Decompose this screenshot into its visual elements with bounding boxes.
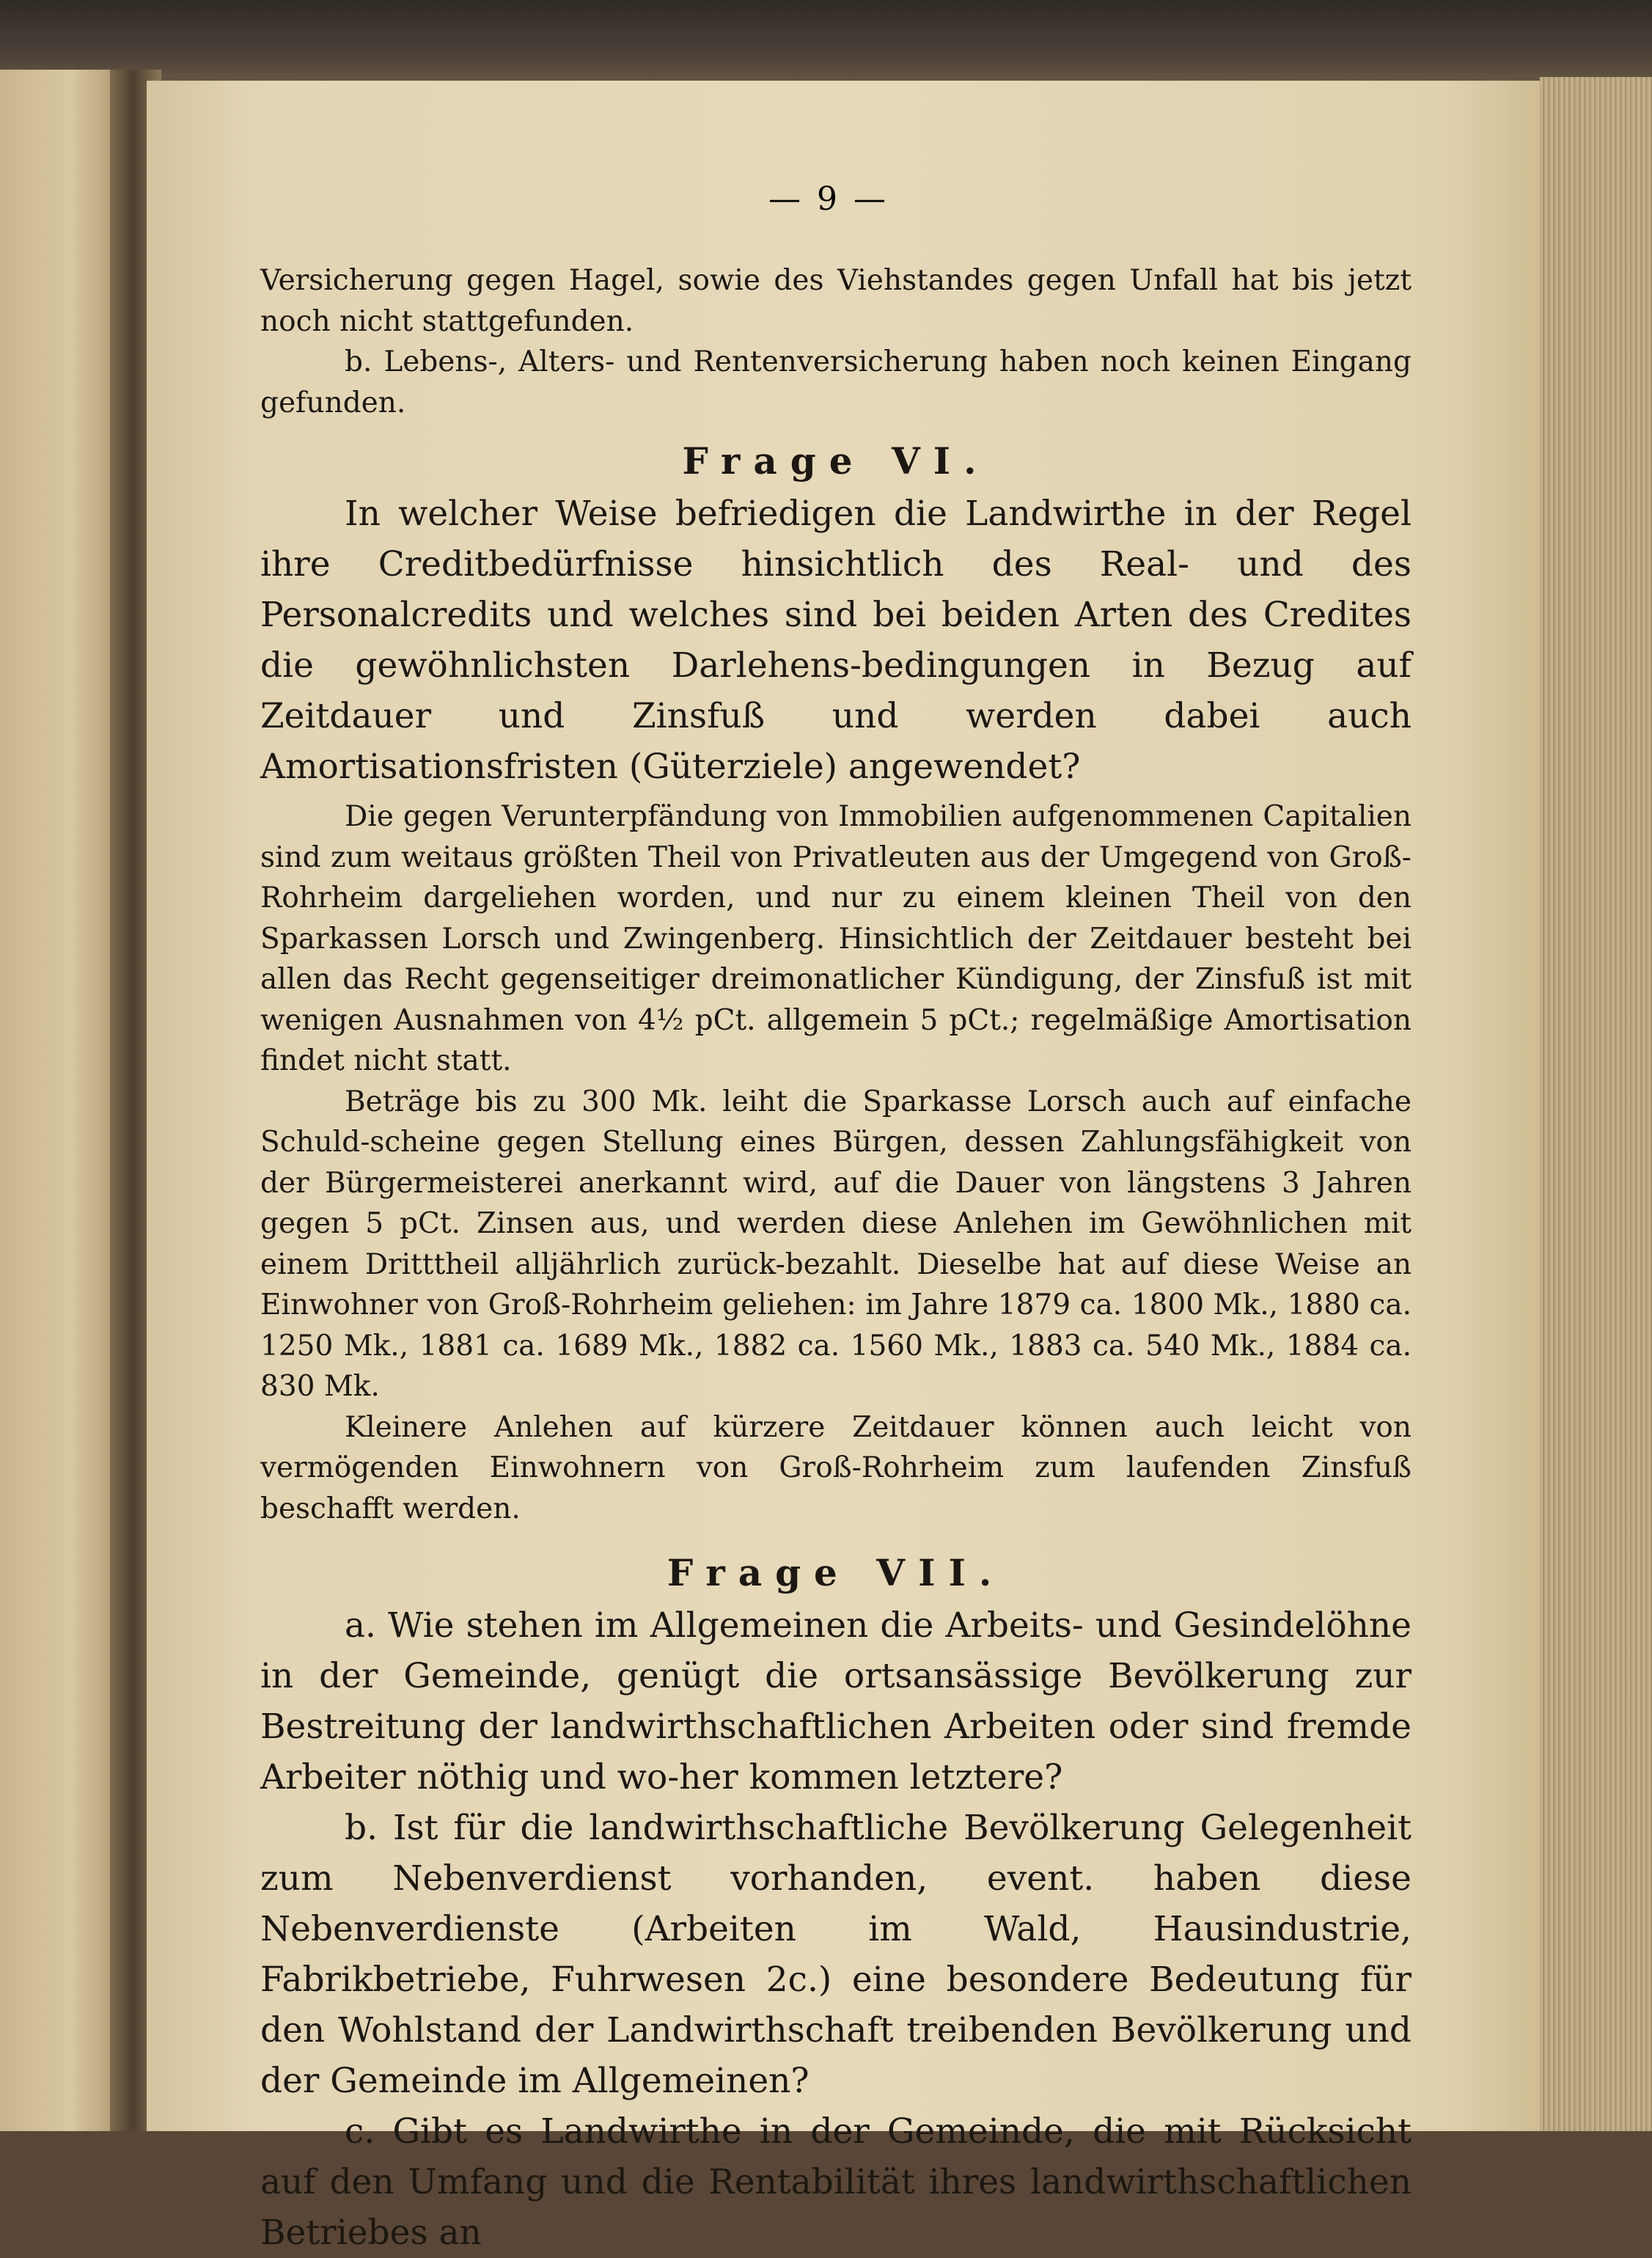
- page-stack-edges: [1540, 77, 1652, 2131]
- left-page-edge: [0, 70, 128, 2131]
- book-cover-edge: [0, 0, 1652, 88]
- answer-6-paragraph-1: Die gegen Verunterpfändung von Immobilien aufgenommenen Capitalien sind zum weitaus größten Theil von Privatleuten aus der Umgegend von Groß-Rohrheim dargeliehen worden, und nur zu einem kleinen Theil von den Sparkassen Lorsch und Zwingenberg. Hinsichtlich der Zeitdauer besteht bei allen das Recht gegenseitiger dreimonatlicher Kündigung, der Zinsfuß ist mit wenigen Ausnahmen von 4½ pCt. allgemein 5 pCt.; regelmäßige Amortisation findet nicht statt.: [260, 800, 1411, 1077]
- continuation-paragraph: Versicherung gegen Hagel, sowie des Viehstandes gegen Unfall hat bis jetzt noch nicht stattgefunden.: [260, 264, 1411, 338]
- heading-frage-6: Frage VI.: [682, 439, 990, 483]
- heading-frage-7: Frage VII.: [667, 1551, 1005, 1594]
- answer-6-paragraph-3: Kleinere Anlehen auf kürzere Zeitdauer können auch leicht von vermögenden Einwohnern von Groß-Rohrheim zum laufenden Zinsfuß beschafft werden.: [260, 1410, 1411, 1525]
- question-7a: a. Wie stehen im Allgemeinen die Arbeits- und Gesindelöhne in der Gemeinde, genügt die ortsansässige Bevölkerung zur Bestreitung der landwirthschaftlichen Arbeiten oder sind fremde Arbeiter nöthig und wo-her kommen letztere?: [260, 1605, 1411, 1797]
- page-text: [260, 165, 1411, 2258]
- page-number: — 9 —: [768, 180, 889, 218]
- answer-5b: b. Lebens-, Alters- und Rentenversicherung haben noch keinen Eingang gefunden.: [260, 345, 1411, 419]
- answer-6-paragraph-2: Beträge bis zu 300 Mk. leiht die Sparkasse Lorsch auch auf einfache Schuld-scheine gegen Stellung eines Bürgen, dessen Zahlungsfähigkeit von der Bürgermeisterei anerkannt wird, auf die Dauer von längstens 3 Jahren gegen 5 pCt. Zinsen aus, und werden diese Anlehen im Gewöhnlichen mit einem Dritttheil alljährlich zurück-bezahlt. Dieselbe hat auf diese Weise an Einwohner von Groß-Rohrheim geliehen: im Jahre 1879 ca. 1800 Mk., 1880 ca. 1250 Mk., 1881 ca. 1689 Mk., 1882 ca. 1560 Mk., 1883 ca. 540 Mk., 1884 ca. 830 Mk.: [260, 1085, 1411, 1403]
- question-6: In welcher Weise befriedigen die Landwirthe in der Regel ihre Creditbedürfnisse hinsichtlich des Real- und des Personalcredits und welches sind bei beiden Arten des Credites die gewöhnlichsten Darlehens-bedingungen in Bezug auf Zeitdauer und Zinsfuß und werden dabei auch Amortisationsfristen (Güterziele) angewendet?: [260, 494, 1411, 787]
- question-7b: b. Ist für die landwirthschaftliche Bevölkerung Gelegenheit zum Nebenverdienst vorhanden, event. haben diese Nebenverdienste (Arbeiten im Wald, Hausindustrie, Fabrikbetriebe, Fuhrwesen 2c.) eine besondere Bedeutung für den Wohlstand der Landwirthschaft treibenden Bevölkerung und der Gemeinde im Allgemeinen?: [260, 1808, 1411, 2101]
- question-7c: c. Gibt es Landwirthe in der Gemeinde, die mit Rücksicht auf den Umfang und die Rentabilität ihres landwirthschaftlichen Betriebes an: [260, 2111, 1411, 2253]
